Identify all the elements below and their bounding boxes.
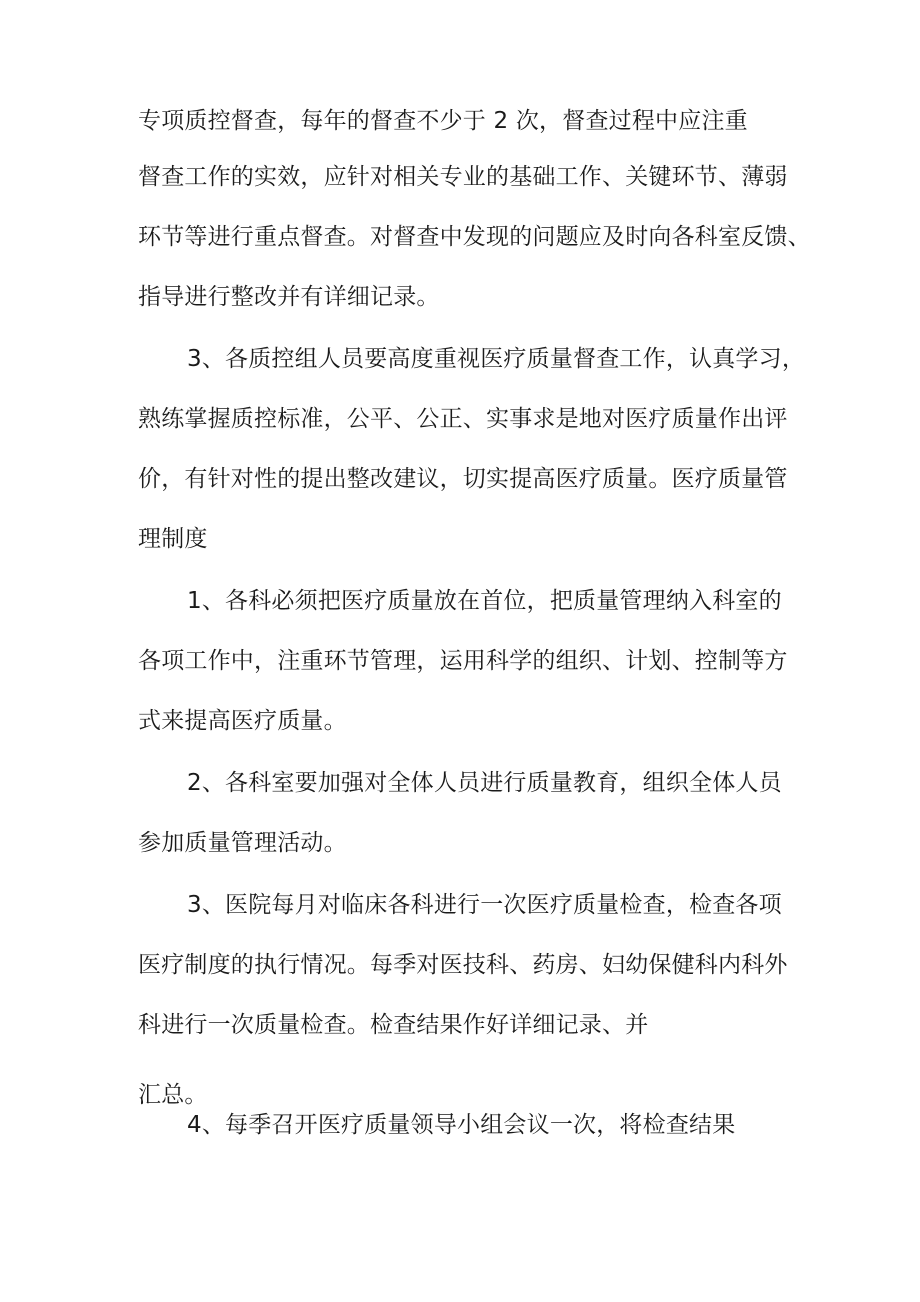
- text-line: 2、各科室要加强对全体人员进行质量教育，组织全体人员: [187, 770, 782, 796]
- text-line: 4、每季召开医疗质量领导小组会议一次，将检查结果: [187, 1112, 736, 1138]
- text-line: 3、各质控组人员要高度重视医疗质量督查工作，认真学习，: [187, 346, 806, 372]
- text-line: 1、各科必须把医疗质量放在首位，把质量管理纳入科室的: [187, 588, 782, 614]
- text-line: 环节等进行重点督查。对督查中发现的问题应及时向各科室反馈、: [138, 224, 811, 250]
- text-line: 汇总。: [138, 1082, 208, 1108]
- text-line: 理制度: [138, 526, 208, 552]
- text-line: 参加质量管理活动。: [138, 830, 347, 856]
- text-line: 科进行一次质量检查。检查结果作好详细记录、并: [138, 1012, 649, 1038]
- text-line: 专项质控督查，每年的督查不少于 2 次，督查过程中应注重: [138, 108, 748, 134]
- text-line: 3、医院每月对临床各科进行一次医疗质量检查，检查各项: [187, 892, 782, 918]
- text-line: 医疗制度的执行情况。每季对医技科、药房、妇幼保健科内科外: [138, 952, 788, 978]
- text-line: 式来提高医疗质量。: [138, 708, 347, 734]
- text-line: 熟练掌握质控标准，公平、公正、实事求是地对医疗质量作出评: [138, 406, 788, 432]
- text-line: 各项工作中，注重环节管理，运用科学的组织、计划、控制等方: [138, 648, 788, 674]
- text-line: 督查工作的实效，应针对相关专业的基础工作、关键环节、薄弱: [138, 164, 788, 190]
- text-line: 价，有针对性的提出整改建议，切实提高医疗质量。医疗质量管: [138, 466, 788, 492]
- text-line: 指导进行整改并有详细记录。: [138, 284, 440, 310]
